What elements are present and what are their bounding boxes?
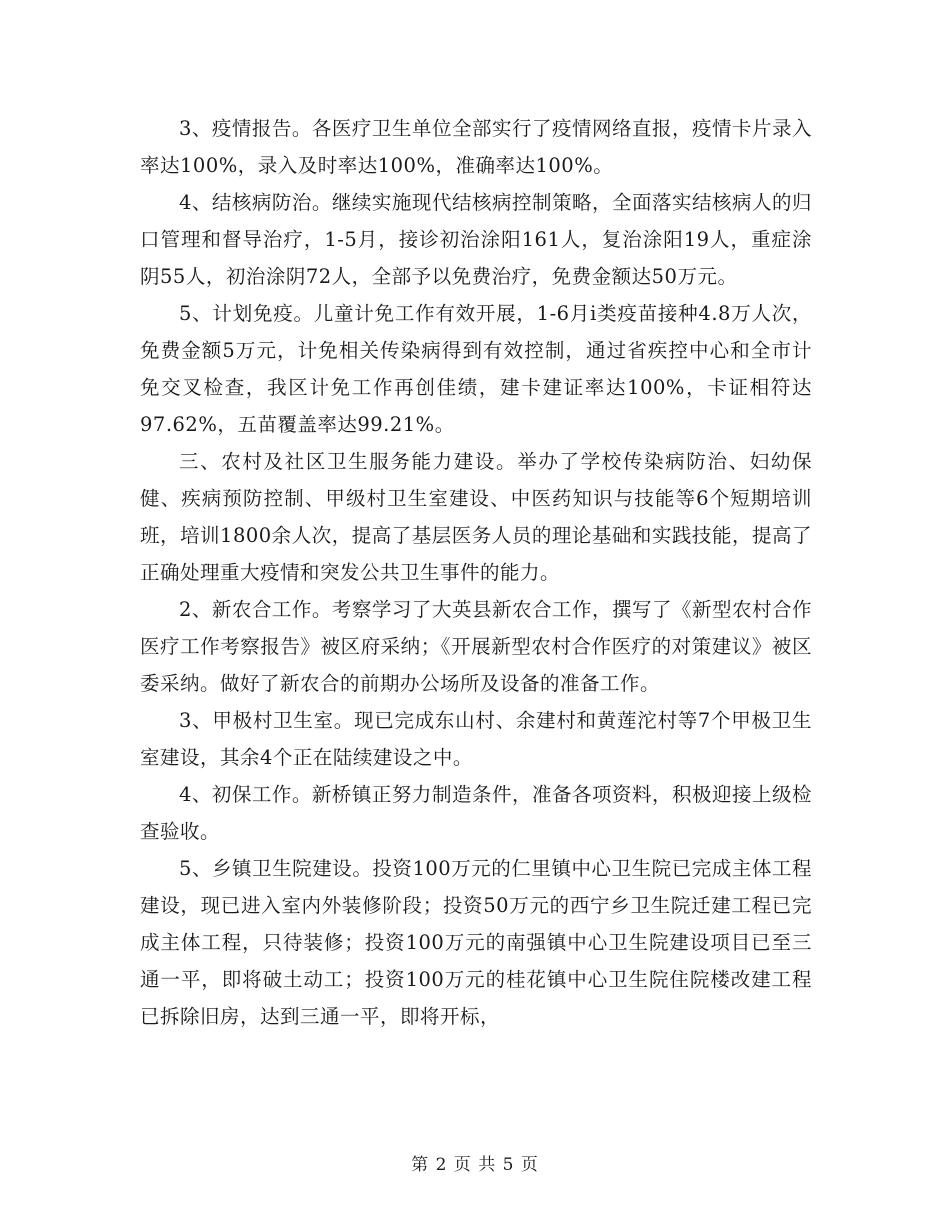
paragraph-new-cooperative-medical: 2、新农合工作。考察学习了大英县新农合工作，撰写了《新型农村合作医疗工作考察报告》被区府采纳；《开展新型农村合作医疗的对策建议》被区委采纳。做好了新农合的前期办公场所及设备的准备工作。 (140, 598, 812, 695)
paragraph-primary-care: 4、初保工作。新桥镇正努力制造条件，准备各项资料，积极迎接上级检查验收。 (140, 783, 812, 843)
paragraph-epidemic-report: 3、疫情报告。各医疗卫生单位全部实行了疫情网络直报，疫情卡片录入率达100%，录入及时率达100%，准确率达100%。 (140, 117, 812, 177)
paragraph-tuberculosis: 4、结核病防治。继续实施现代结核病控制策略，全面落实结核病人的归口管理和督导治疗，1-5月，接诊初治涂阳161人，复治涂阳19人，重症涂阴55人，初治涂阴72人，全部予以免费治疗，免费金额达50万元。 (140, 191, 812, 288)
paragraph-rural-community-capacity: 三、农村及社区卫生服务能力建设。举办了学校传染病防治、妇幼保健、疾病预防控制、甲级村卫生室建设、中医药知识与技能等6个短期培训班，培训1800余人次，提高了基层医务人员的理论基础和实践技能，提高了正确处理重大疫情和突发公共卫生事件的能力。 (140, 450, 812, 584)
document-body (140, 110, 812, 1035)
paragraph-township-hospital: 5、乡镇卫生院建设。投资100万元的仁里镇中心卫生院已完成主体工程建设，现已进入室内外装修阶段；投资50万元的西宁乡卫生院迁建工程已完成主体工程，只待装修；投资100万元的南强镇中心卫生院建设项目已至三通一平，即将破土动工；投资100万元的桂花镇中心卫生院住院楼改建工程已拆除旧房，达到三通一平，即将开标， (140, 857, 812, 1028)
page-number-footer: 第 2 页 共 5 页 (411, 1155, 539, 1175)
paragraph-immunization: 5、计划免疫。儿童计免工作有效开展，1-6月ⅰ类疫苗接种4.8万人次，免费金额5万元，计免相关传染病得到有效控制，通过省疾控中心和全市计免交叉检查，我区计免工作再创佳绩，建卡建证率达100%，卡证相符达97.62%，五苗覆盖率达99.21%。 (140, 302, 812, 436)
paragraph-village-clinic: 3、甲极村卫生室。现已完成东山村、余建村和黄莲沱村等7个甲极卫生室建设，其余4个正在陆续建设之中。 (140, 709, 812, 769)
